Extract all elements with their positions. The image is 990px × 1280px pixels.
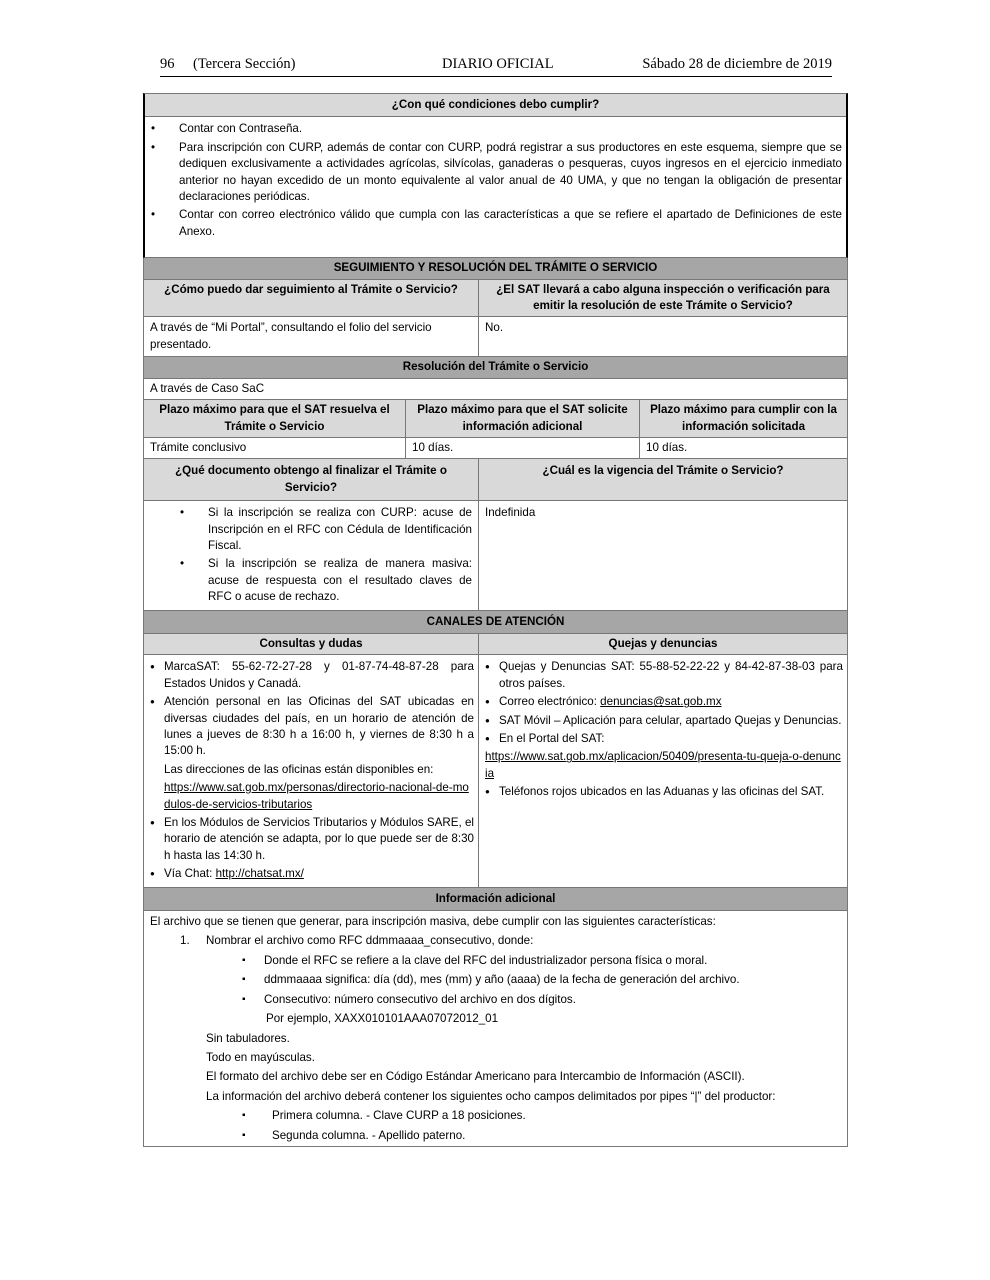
info-heading: Información adicional — [144, 888, 847, 910]
info-paragraph: El formato del archivo debe ser en Código Estándar Americano para Intercambio de Información (ASCII). — [206, 1070, 745, 1084]
documento-list — [144, 501, 479, 609]
documento-questions — [143, 459, 848, 501]
list-item: ▪ Primera columna. - Clave CURP a 18 posiciones. — [144, 1108, 841, 1124]
seguimiento-question-right: ¿El SAT llevará a cabo alguna inspección o verificación para emitir la resolución de este Trámite o Servicio? — [479, 280, 847, 317]
list-item: ● MarcaSAT: 55-62-72-27-28 y 01-87-74-48-87-28 para Estados Unidos y Canadá. — [144, 659, 474, 692]
list-item — [144, 866, 474, 882]
plazo-header-2: Plazo máximo para que el SAT solicite información adicional — [406, 400, 640, 437]
list-item: • Para inscripción con CURP, además de contar con CURP, podrá registrar a sus productores en este esquema, siempre que se dediquen exclusivamente a actividades agrícolas, silvícolas, ganaderas o pesqueras, cuyos ingresos en el ejercicio inmediato anterior no hayan excedido de un monto equivalente al valor anual de 40 UMA, y que no tengan la obligación de presentar declaraciones periódicas. — [145, 140, 842, 206]
plazo-header-1: Plazo máximo para que el SAT resuelva el Trámite o Servicio — [144, 400, 406, 437]
section-label: (Tercera Sección) — [193, 56, 296, 72]
offices-note: Las direcciones de las oficinas están disponibles en: — [164, 762, 434, 776]
canales-section — [143, 611, 848, 634]
list-item: ● SAT Móvil – Aplicación para celular, apartado Quejas y Denuncias. — [479, 713, 843, 729]
consultas-list — [144, 655, 479, 886]
quejas-heading: Quejas y denuncias — [479, 634, 847, 654]
plazo-value-1: Trámite conclusivo — [144, 438, 406, 458]
list-item: ▪ Donde el RFC se refiere a la clave del RFC del industrializador persona física o moral. — [144, 953, 841, 969]
seguimiento-question-left: ¿Cómo puedo dar seguimiento al Trámite o Servicio? — [144, 280, 479, 317]
seguimiento-answer-left: A través de “Mi Portal”, consultando el folio del servicio presentado. — [144, 317, 479, 356]
seguimiento-heading: SEGUIMIENTO Y RESOLUCIÓN DEL TRÁMITE O SERVICIO — [144, 258, 847, 278]
conditions-section — [143, 93, 848, 258]
list-item: ● En el Portal del SAT: — [479, 731, 843, 747]
documento-answers — [143, 501, 848, 610]
document-table — [143, 93, 848, 1147]
plazo-header-3: Plazo máximo para cumplir con la información solicitada — [640, 400, 847, 437]
list-item: ● Teléfonos rojos ubicados en las Aduanas y las oficinas del SAT. — [479, 784, 843, 800]
conditions-heading: ¿Con qué condiciones debo cumplir? — [145, 94, 846, 116]
canales-subheaders — [143, 634, 848, 655]
quejas-list — [479, 655, 847, 886]
list-item: ● Quejas y Denuncias SAT: 55-88-52-22-22 y 84-42-87-38-03 para otros países. — [479, 659, 843, 692]
page-number: 96 — [160, 56, 175, 72]
step-number: 1. — [180, 934, 190, 948]
info-section — [143, 888, 848, 911]
list-item: ▪ Consecutivo: número consecutivo del archivo en dos dígitos. — [144, 992, 841, 1008]
seguimiento-answers — [143, 317, 848, 357]
list-item: ● En los Módulos de Servicios Tributarios y Módulos SARE, el horario de atención se adapta, por lo que puede ser de 8:30 h hasta las 14:30 h. — [144, 815, 474, 864]
example-text: Por ejemplo, XAXX010101AAA07072012_01 — [266, 1012, 499, 1026]
seguimiento-section — [143, 258, 848, 279]
plazo-value-3: 10 días. — [646, 440, 688, 454]
list-item — [479, 694, 843, 710]
info-paragraph: Sin tabuladores. — [206, 1031, 290, 1045]
list-item: • Contar con correo electrónico válido que cumpla con las características a que se refiere el apartado de Definiciones de este Anexo. — [145, 207, 842, 240]
list-item: ▪ ddmmaaaa significa: día (dd), mes (mm) y año (aaaa) de la fecha de generación del archivo. — [144, 972, 841, 988]
list-item: ▪ Segunda columna. - Apellido paterno. — [144, 1128, 841, 1144]
portal-link[interactable]: https://www.sat.gob.mx/aplicacion/50409/presenta-tu-queja-o-denuncia — [485, 750, 841, 780]
resolucion-text: A través de Caso SaC — [143, 379, 848, 400]
info-paragraph: Todo en mayúsculas. — [206, 1050, 315, 1064]
offices-link[interactable]: https://www.sat.gob.mx/personas/directorio-nacional-de-modulos-de-servicios-tributarios — [164, 781, 469, 811]
list-item: • Contar con Contraseña. — [145, 121, 842, 137]
resolucion-heading: Resolución del Trámite o Servicio — [144, 357, 847, 377]
publication-title: DIARIO OFICIAL — [442, 56, 554, 72]
resolucion-section — [143, 357, 848, 378]
plazos-headers — [143, 400, 848, 438]
publication-date: Sábado 28 de diciembre de 2019 — [642, 56, 832, 72]
canales-heading: CANALES DE ATENCIÓN — [144, 611, 847, 633]
seguimiento-answer-right: No. — [485, 321, 504, 335]
chat-link[interactable]: http://chatsat.mx/ — [215, 867, 304, 881]
list-item: • Si la inscripción se realiza con CURP: acuse de Inscripción en el RFC con Cédula de Identificación Fiscal. — [144, 505, 472, 554]
info-step-1 — [144, 933, 841, 949]
chat-label: Vía Chat: — [164, 867, 216, 881]
canales-content — [143, 655, 848, 887]
info-paragraph: La información del archivo deberá contener los siguientes ocho campos delimitados por pipes “|” del productor: — [206, 1089, 776, 1103]
step-text: Nombrar el archivo como RFC ddmmaaaa_consecutivo, donde: — [206, 934, 534, 948]
email-link[interactable]: denuncias@sat.gob.mx — [600, 695, 722, 709]
info-body — [143, 911, 848, 1147]
plazos-values — [143, 438, 848, 459]
seguimiento-questions — [143, 280, 848, 318]
vigencia-answer: Indefinida — [485, 506, 536, 520]
conditions-list — [145, 116, 846, 257]
plazo-value-2: 10 días. — [406, 438, 640, 458]
consultas-heading: Consultas y dudas — [144, 634, 479, 654]
vigencia-question: ¿Cuál es la vigencia del Trámite o Servicio? — [479, 459, 847, 500]
page-header — [160, 56, 832, 77]
info-intro: El archivo que se tienen que generar, para inscripción masiva, debe cumplir con las siguientes características: — [150, 915, 716, 929]
documento-question: ¿Qué documento obtengo al finalizar el Trámite o Servicio? — [144, 459, 479, 500]
list-item: ● Atención personal en las Oficinas del SAT ubicadas en diversas ciudades del país, en un horario de atención de lunes a jueves de 8:30 h a 16:00 h, y viernes de 8:30 h a 15:00 h. — [144, 694, 474, 760]
list-item: • Si la inscripción se realiza de manera masiva: acuse de respuesta con el resultado claves de RFC o acuse de rechazo. — [144, 556, 472, 605]
email-label: Correo electrónico: — [499, 695, 601, 709]
